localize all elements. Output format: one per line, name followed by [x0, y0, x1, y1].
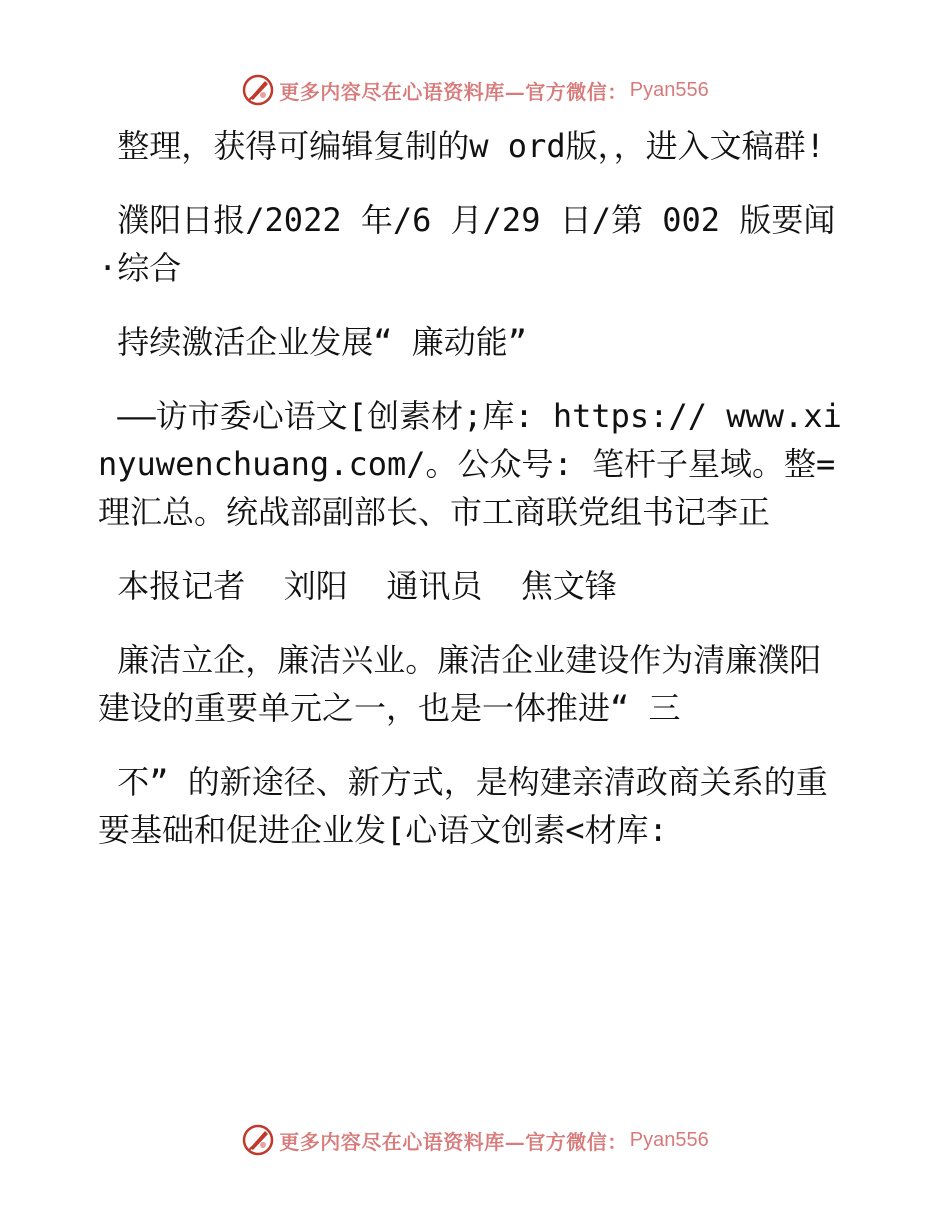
header-wechat-id: Pyan556 — [629, 78, 709, 101]
paragraph-body-2: 不” 的新途径、新方式，是构建亲清政商关系的重要基础和促进企业发[心语文创素<材库: — [98, 763, 828, 849]
article-subtitle: ——访市委心语文[创素材;库: https:// www.xinyuwenchuang.com/。公众号: 笔杆子星域。整=理汇总。统战部副部长、市工商联党组书记李正 — [98, 397, 842, 531]
paragraph-source: 濮阳日报/2022 年/6 月/29 日/第 002 版要闻·综合 — [98, 201, 836, 287]
footer-watermark-banner — [0, 1120, 950, 1160]
footer-wechat-id: Pyan556 — [629, 1128, 709, 1151]
article-title: 持续激活企业发展“ 廉动能” — [98, 323, 528, 361]
quill-logo-icon — [241, 1123, 275, 1157]
paragraph-body-1: 廉洁立企，廉洁兴业。廉洁企业建设作为清廉濮阳建设的重要单元之一，也是一体推进“ 三 — [98, 641, 822, 727]
paragraph-intro: 整理，获得可编辑复制的w ord版，，进入文稿群! — [98, 127, 825, 165]
document-body — [98, 122, 850, 880]
quill-logo-icon — [241, 73, 275, 107]
article-byline: 本报记者 刘阳 通讯员 焦文锋 — [98, 567, 617, 605]
footer-watermark-text: 更多内容尽在心语资料库—官方微信： — [279, 1129, 628, 1154]
header-watermark-text: 更多内容尽在心语资料库—官方微信： — [279, 79, 628, 104]
header-watermark-banner — [0, 70, 950, 110]
